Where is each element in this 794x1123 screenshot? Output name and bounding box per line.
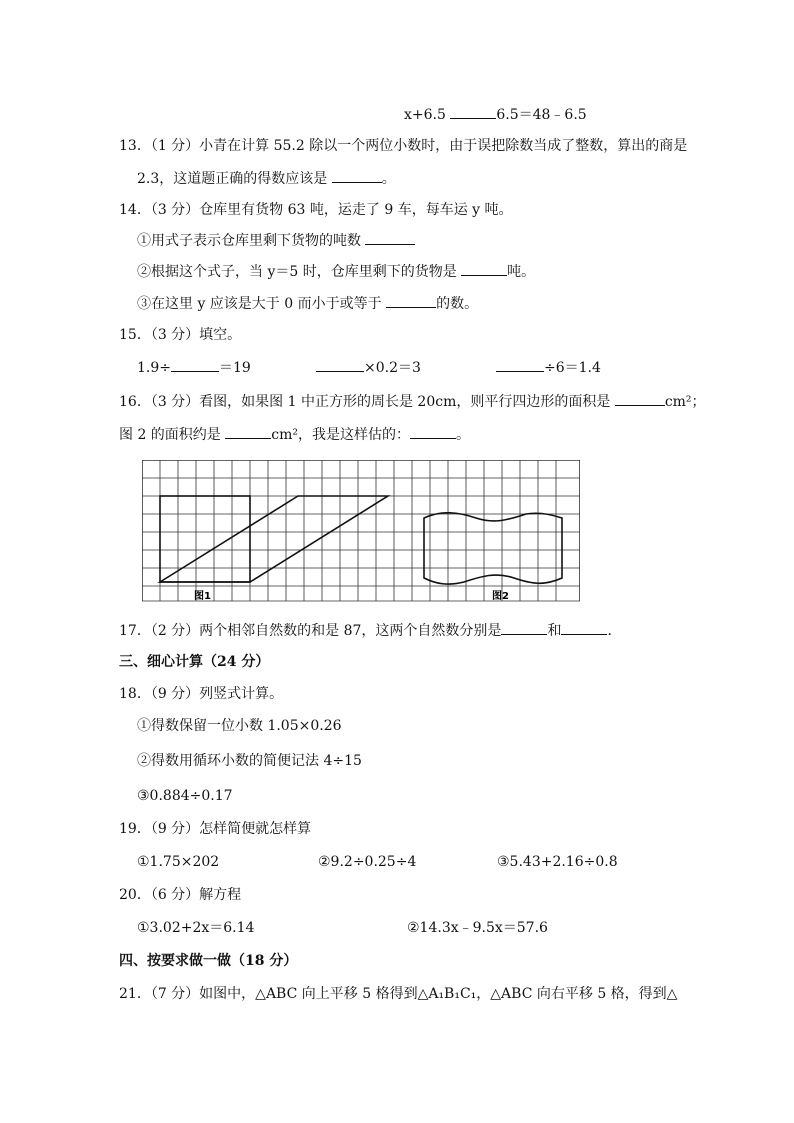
question-15-c — [496, 357, 601, 378]
square — [160, 496, 250, 582]
text: ③在这里 y 应该是大于 0 而小于或等于 — [137, 296, 387, 312]
question-18-part-3: ③0.884÷0.17 — [137, 788, 233, 804]
text: ． — [607, 623, 622, 639]
grid-lines — [142, 460, 580, 601]
answer-blank[interactable] — [615, 391, 665, 406]
question-20: 20．（6 分）解方程 — [119, 887, 242, 903]
answer-blank[interactable] — [225, 424, 271, 439]
answer-blank[interactable] — [332, 168, 382, 183]
answer-blank[interactable] — [561, 620, 607, 635]
question-15-b — [316, 357, 421, 378]
question-18: 18．（9 分）列竖式计算。 — [119, 686, 284, 702]
answer-blank[interactable] — [461, 261, 507, 276]
figure-2-label: 图2 — [492, 591, 509, 602]
question-14: 14．（3 分）仓库里有货物 63 吨，运走了 9 车，每车运 y 吨。 — [119, 202, 513, 218]
question-14-part-2 — [137, 261, 535, 282]
text: 2.3，这道题正确的得数应该是 — [137, 171, 332, 187]
answer-blank[interactable] — [496, 357, 544, 372]
text: 和 — [547, 623, 562, 639]
text: cm²，我是这样估的： — [271, 427, 410, 443]
question-18-part-2: ②得数用循环小数的简便记法 4÷15 — [137, 753, 362, 769]
text: ÷6＝1.4 — [544, 360, 601, 376]
question-19: 19．（9 分）怎样简便就怎样算 — [119, 821, 312, 837]
text: ②根据这个式子，当 y＝5 时，仓库里剩下的货物是 — [137, 264, 462, 280]
answer-blank[interactable] — [410, 424, 456, 439]
question-20-part-2: ②14.3x﹣9.5x＝57.6 — [407, 920, 548, 936]
answer-blank[interactable] — [450, 104, 496, 119]
question-13: 13．（1 分）小青在计算 55.2 除以一个两位小数时，由于误把除数当成了整数，算出的商是 — [119, 138, 688, 154]
text: 。 — [381, 171, 396, 187]
question-13-cont — [137, 168, 396, 189]
question-14-part-3 — [137, 293, 478, 314]
grid-figure — [142, 460, 582, 602]
text: ＝19 — [219, 360, 251, 376]
figure-1-label: 图1 — [194, 591, 211, 602]
irregular-shape — [424, 513, 562, 584]
text: 16．（3 分）看图，如果图 1 中正方形的周长是 20cm，则平行四边形的面积是 — [119, 394, 615, 410]
question-14-part-1 — [137, 230, 415, 251]
text: 吨。 — [507, 264, 536, 280]
question-19-part-1: ①1.75×202 — [137, 854, 220, 870]
answer-blank[interactable] — [386, 293, 436, 308]
parallelogram — [160, 496, 388, 582]
text: 。 — [456, 427, 470, 443]
question-18-part-1: ①得数保留一位小数 1.05×0.26 — [137, 718, 342, 734]
question-19-part-3: ③5.43+2.16÷0.8 — [497, 854, 618, 870]
section-4-heading: 四、按要求做一做（18 分） — [119, 953, 298, 969]
answer-blank[interactable] — [316, 357, 364, 372]
question-15-a — [137, 357, 251, 378]
equation-line — [404, 104, 587, 125]
text: 6.5＝48﹣6.5 — [496, 107, 587, 123]
text: ×0.2＝3 — [364, 360, 421, 376]
figure-1-shapes — [160, 496, 388, 582]
text: x+6.5 — [404, 107, 451, 123]
question-17 — [119, 620, 621, 641]
answer-blank[interactable] — [501, 620, 547, 635]
question-20-part-1: ①3.02+2x＝6.14 — [137, 920, 255, 936]
text: 17．（2 分）两个相邻自然数的和是 87，这两个自然数分别是 — [119, 623, 502, 639]
text: ①用式子表示仓库里剩下货物的吨数 — [137, 233, 366, 249]
answer-blank[interactable] — [365, 230, 415, 245]
section-3-heading: 三、细心计算（24 分） — [119, 654, 270, 670]
question-15: 15．（3 分）填空。 — [119, 327, 242, 343]
answer-blank[interactable] — [171, 357, 219, 372]
question-21: 21．（7 分）如图中，△ABC 向上平移 5 格得到△A₁B₁C₁，△ABC 向右平移 5 格，得到△ — [119, 986, 678, 1002]
question-16-cont — [119, 424, 470, 445]
text: cm²； — [664, 394, 706, 410]
text: 的数。 — [436, 296, 479, 312]
text: 图 2 的面积约是 — [119, 427, 226, 443]
text: 1.9÷ — [137, 360, 171, 376]
figure-2-shape — [424, 513, 562, 584]
question-19-part-2: ②9.2÷0.25÷4 — [318, 854, 417, 870]
question-16 — [119, 391, 706, 412]
